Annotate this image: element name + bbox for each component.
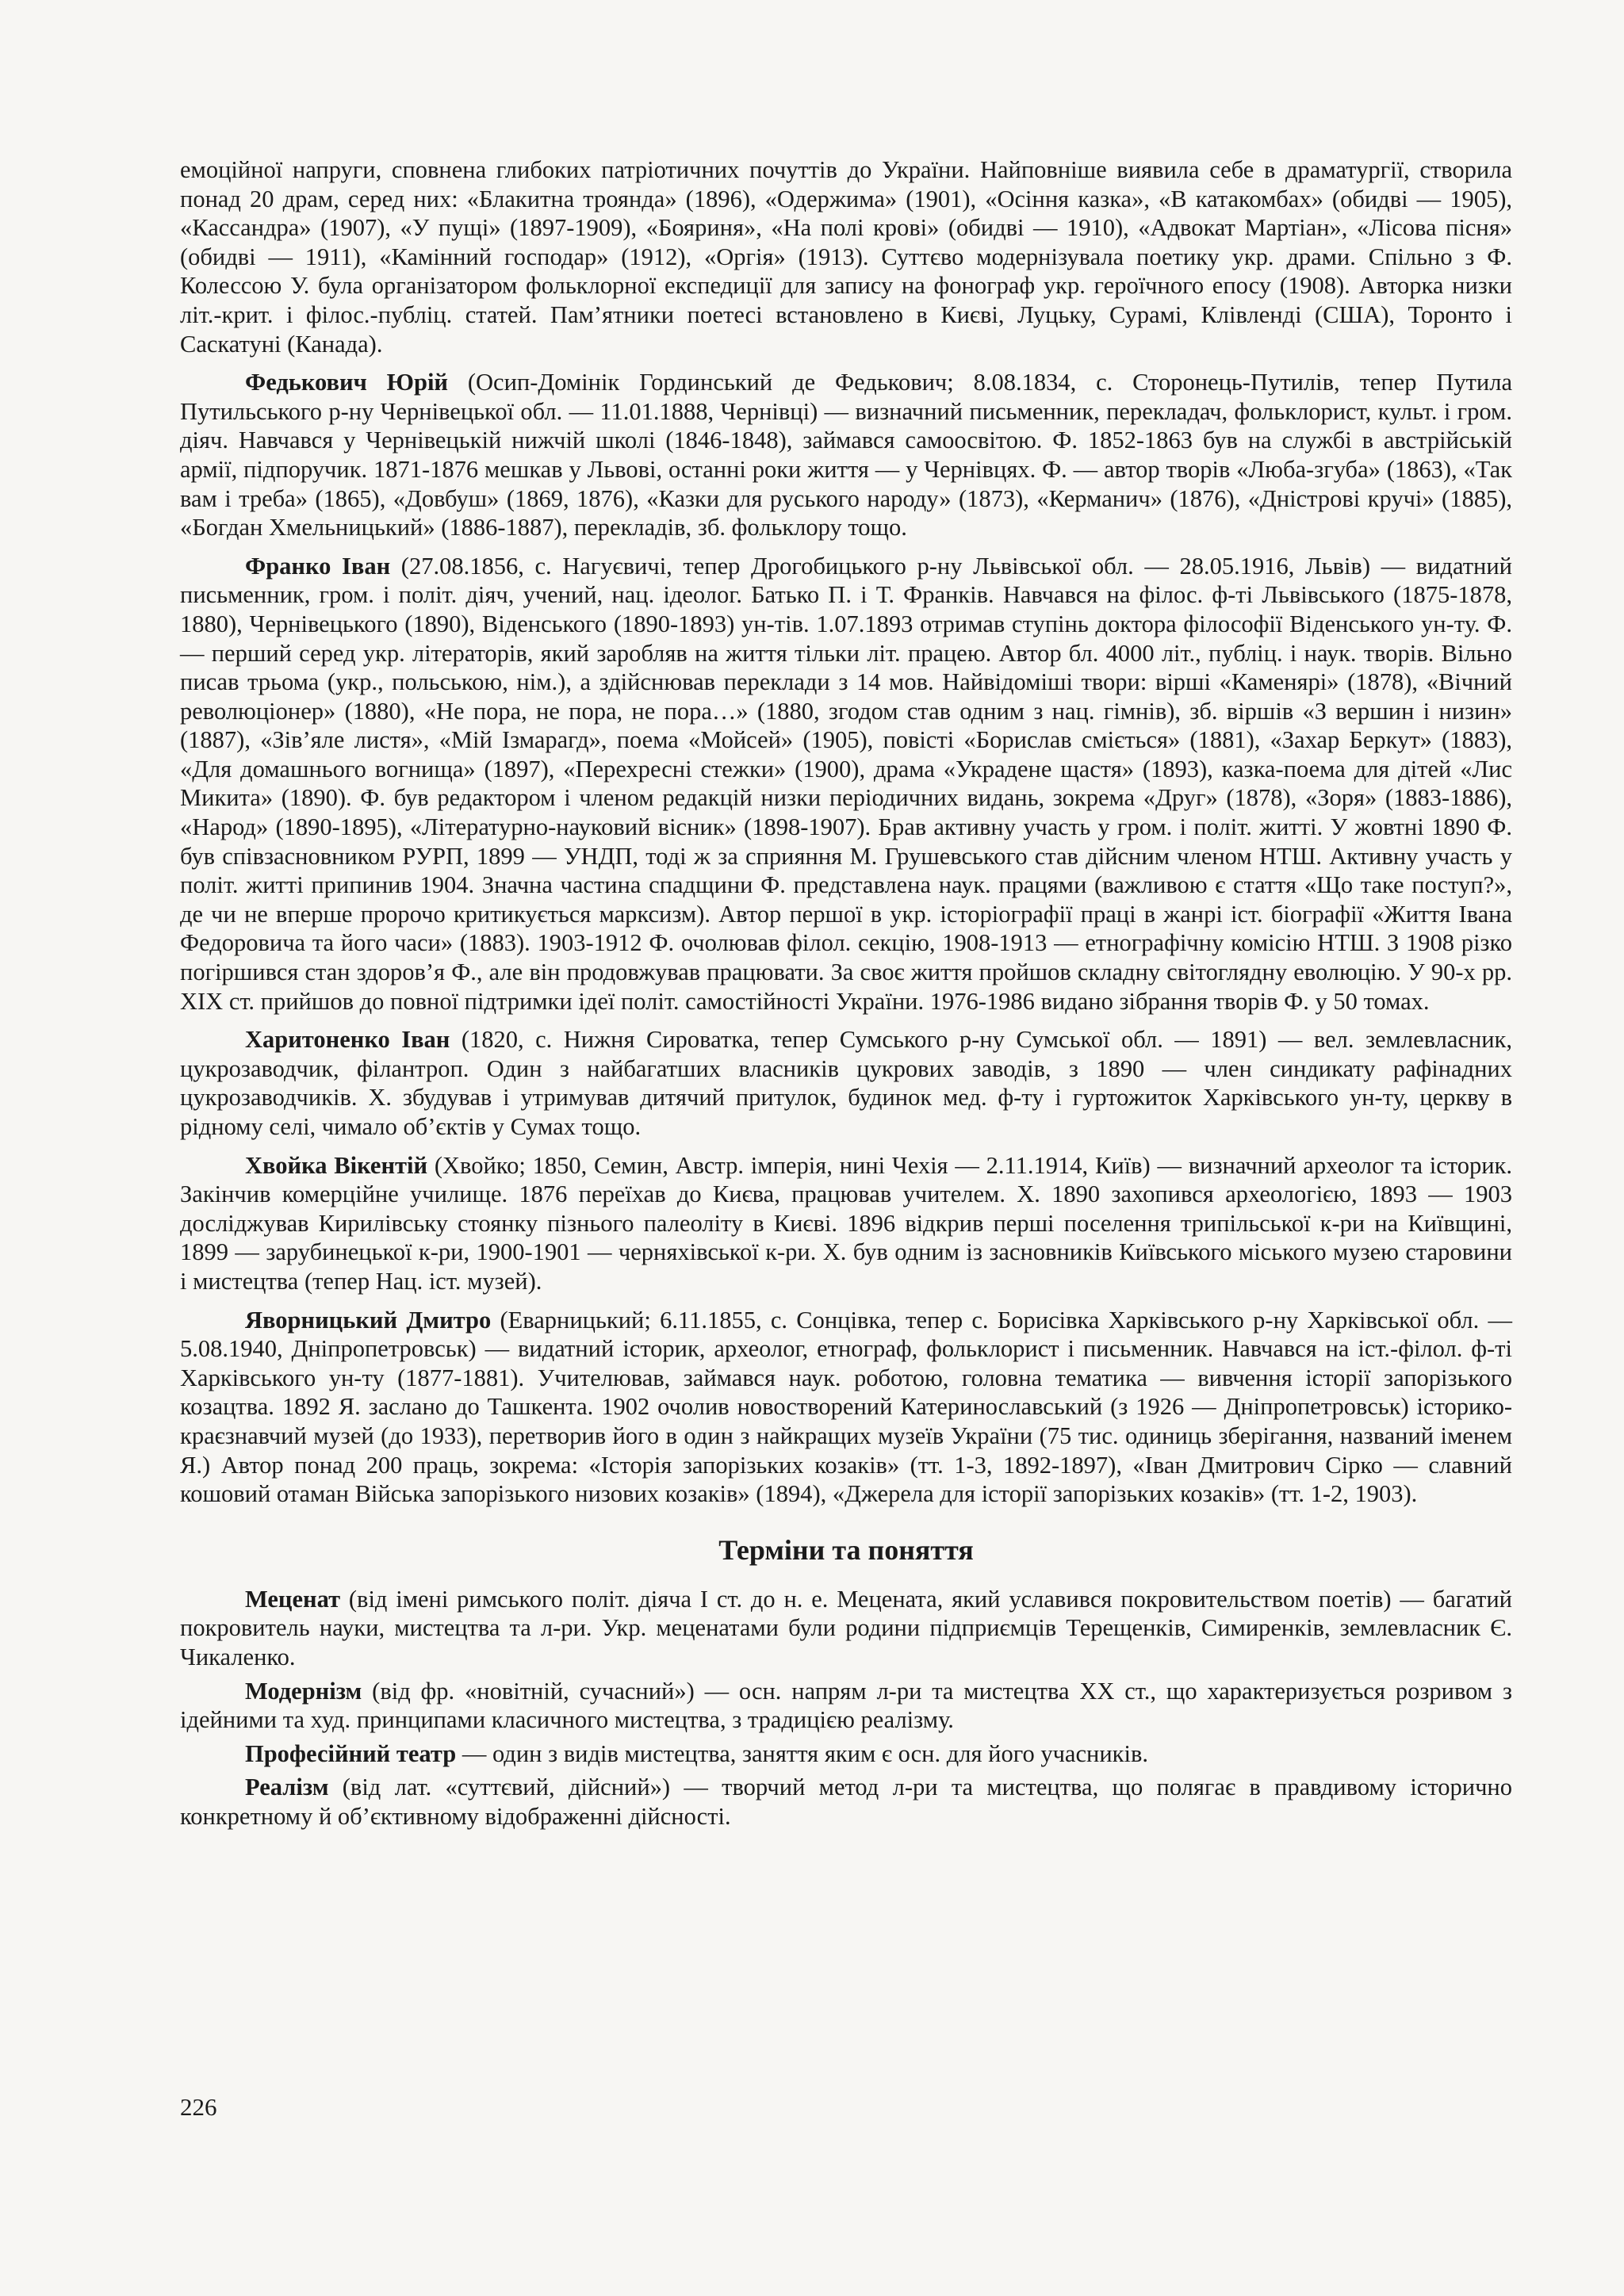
biography-entry-fedkovych	[180, 368, 1512, 542]
term-definition: (від фр. «новітній, сучасний») — осн. напрям л-ри та мистецтва XX ст., що характеризується розривом з ідейними та худ. принципами класичного мистецтва, з традицією реалізму.	[180, 1677, 1512, 1734]
biography-name: Яворницький Дмитро	[245, 1306, 492, 1334]
term-entry-modernism	[180, 1677, 1512, 1735]
biography-entry-kharytonenko	[180, 1025, 1512, 1141]
term-name: Модернізм	[245, 1677, 362, 1705]
biography-text: (Еварницький; 6.11.1855, с. Сонцівка, тепер с. Борисівка Харківського р-ну Харківської обл. — 5.08.1940, Дніпропетровськ) — видатний історик, археолог, етнограф, фольклорист і письменник. Навчався на іст.-філол. ф-ті Харківського ун-ту (1877-1881). Учителював, займався наук. роботою, головна тематика — вивчення історії запорізького козацтва. 1892 Я. заслано до Ташкента. 1902 очолив новостворений Катеринославський (з 1926 — Дніпропетровськ) історико-краєзнавчий музей (до 1933), перетворив його в один з найкращих музеїв України (75 тис. одиниць зберігання, названий іменем Я.) Автор понад 200 праць, зокрема: «Історія запорізьких козаків» (тт. 1-3, 1892-1897), «Іван Дмитрович Сірко — славний кошовий отаман Війська запорізького низових козаків» (1894), «Джерела для історії запорізьких козаків» (тт. 1-2, 1903).	[180, 1306, 1512, 1508]
term-definition: — один з видів мистецтва, заняття яким є осн. для його учасників.	[456, 1739, 1148, 1767]
section-title: Терміни та поняття	[718, 1533, 974, 1566]
biography-text: (27.08.1856, с. Нагуєвичі, тепер Дрогобицького р-ну Львівської обл. — 28.05.1916, Львів) — видатний письменник, гром. і політ. діяч, учений, нац. ідеолог. Батько П. і Т. Франків. Навчався на філос. ф-ті Львівського (1875-1878, 1880), Чернівецького (1890), Віденського (1890-1893) ун-тів. 1.07.1893 отримав ступінь доктора філософії Віденського ун-ту. Ф. — перший серед укр. літераторів, який заробляв на життя тільки літ. працею. Автор бл. 4000 літ., публіц. і наук. творів. Вільно писав трьома (укр., польською, нім.), а здійснював переклади з 14 мов. Найвідоміші твори: вірші «Каменярі» (1878), «Вічний революціонер» (1880), «Не пора, не пора, не пора…» (1880, згодом став одним з нац. гімнів), зб. віршів «З вершин і низин» (1887), «Зів’яле листя», «Мій Ізмарагд», поема «Мойсей» (1905), повісті «Борислав сміється» (1881), «Захар Беркут» (1883), «Для домашнього вогнища» (1897), «Перехресні стежки» (1900), драма «Украдене щастя» (1893), казка-поема для дітей «Лис Микита» (1890). Ф. був редактором і членом редакцій низки періодичних видань, зокрема «Друг» (1878), «Зоря» (1883-1886), «Народ» (1890-1895), «Літературно-науковий вісник» (1898-1907). Брав активну участь у гром. і політ. житті. У жовтні 1890 Ф. був співзасновником РУРП, 1899 — УНДП, тоді ж за сприяння М. Грушевського став дійсним членом НТШ. Активну участь у політ. житті припинив 1904. Значна частина спадщини Ф. представлена наук. працями (важливою є стаття «Що таке поступ?», де чи не вперше пророчо критикується марксизм). Автор першої в укр. історіографії праці в жанрі іст. біографії «Життя Івана Федоровича та його часи» (1883). 1903-1912 Ф. очолював філол. секцію, 1908-1913 — етнографічну комісію НТШ. З 1908 різко погіршився стан здоров’я Ф., але він продовжував працювати. За своє життя пройшов складну світоглядну еволюцію. У 90-х рр. XIX ст. прийшов до повної підтримки ідеї політ. самостійності України. 1976-1986 видано зібрання творів Ф. у 50 томах.	[180, 552, 1512, 1015]
term-name: Реалізм	[245, 1774, 329, 1801]
term-entry-professional-theatre	[180, 1739, 1512, 1769]
term-name: Професійний театр	[245, 1739, 457, 1767]
biography-entry-franko	[180, 552, 1512, 1016]
biography-text: (Осип-Домінік Гординський де Федькович; 8.08.1834, с. Сторонець-Путилів, тепер Путила Путильського р-ну Чернівецької обл. — 11.01.1888, Чернівці) — визначний письменник, перекладач, фольклорист, культ. і гром. діяч. Навчався у Чернівецькій нижчій школі (1846-1848), займався самоосвітою. Ф. 1852-1863 був на службі в австрійській армії, підпоручик. 1871-1876 мешкав у Львові, останні роки життя — у Чернівцях. Ф. — автор творів «Люба-згуба» (1863), «Так вам і треба» (1865), «Довбуш» (1869, 1876), «Казки для руського народу» (1873), «Керманич» (1876), «Дністрові кручі» (1885), «Богдан Хмельницький» (1886-1887), перекладів, зб. фольклору тощо.	[180, 369, 1512, 541]
page-number: 226	[180, 2093, 217, 2121]
biography-name: Франко Іван	[245, 552, 391, 580]
biography-name: Хвойка Вікентій	[245, 1151, 428, 1179]
term-definition: (від лат. «суттєвий, дійсний») — творчий метод л-ри та мистецтва, що полягає в правдивому історично конкретному й об’єктивному відображенні дійсності.	[180, 1774, 1512, 1830]
term-entry-mecenat	[180, 1585, 1512, 1672]
document-page	[180, 155, 1512, 1831]
biography-name: Харитоненко Іван	[245, 1026, 450, 1054]
term-entry-realism	[180, 1773, 1512, 1831]
biography-text: (Хвойко; 1850, Семин, Австр. імперія, нині Чехія — 2.11.1914, Київ) — визначний археолог та історик. Закінчив комерційне училище. 1876 переїхав до Києва, працював учителем. Х. 1890 захопився археологією, 1893 — 1903 досліджував Кирилівську стоянку пізнього палеоліту в Києві. 1896 відкрив перші поселення трипільської к-ри на Київщині, 1899 — зарубинецької к-ри, 1900-1901 — черняхівської к-ри. Х. був одним із засновників Київського міського музею старовини і мистецтва (тепер Нац. іст. музей).	[180, 1151, 1512, 1295]
biography-text: (1820, с. Нижня Сироватка, тепер Сумського р-ну Сумської обл. — 1891) — вел. землевласник, цукрозаводчик, філантроп. Один з найбагатших власників цукрових заводів, з 1890 — член синдикату рафінадних цукрозаводчиків. Х. збудував і утримував дитячий притулок, будинок мед. ф-ту і гуртожиток Харківського ун-ту, церкву в рідному селі, чимало об’єктів у Сумах тощо.	[180, 1026, 1512, 1140]
biography-entry-khvoika	[180, 1151, 1512, 1296]
term-definition: (від імені римського політ. діяча I ст. до н. е. Мецената, який уславився покровительством поетів) — багатий покровитель науки, мистецтва та л-ри. Укр. меценатами були родини підприємців Терещенків, Симиренків, землевласник Є. Чикаленко.	[180, 1585, 1512, 1670]
intro-paragraph	[180, 155, 1512, 358]
biography-name: Федькович Юрій	[245, 369, 449, 396]
term-name: Меценат	[245, 1585, 341, 1613]
intro-text: емоційної напруги, сповнена глибоких патріотичних почуттів до України. Найповніше виявила себе в драматургії, створила понад 20 драм, серед них: «Блакитна троянда» (1896), «Одержима» (1901), «Осіння казка», «В катакомбах» (обидві — 1905), «Кассандра» (1907), «У пущі» (1897-1909), «Бояриня», «На полі крові» (обидві — 1910), «Адвокат Мартіан», «Лісова пісня» (обидві — 1911), «Камінний господар» (1912), «Оргія» (1913). Суттєво модернізувала поетику укр. драми. Спільно з Ф. Колессою У. була організатором фольклорної експедиції для запису на фонограф укр. героїчного епосу (1908). Авторка низки літ.-крит. і філос.-публіц. статей. Пам’ятники поетесі встановлено в Києві, Луцьку, Сурамі, Клівленді (США), Торонто і Саскатуні (Канада).	[180, 156, 1512, 358]
biography-entry-yavornytskyi	[180, 1306, 1512, 1509]
